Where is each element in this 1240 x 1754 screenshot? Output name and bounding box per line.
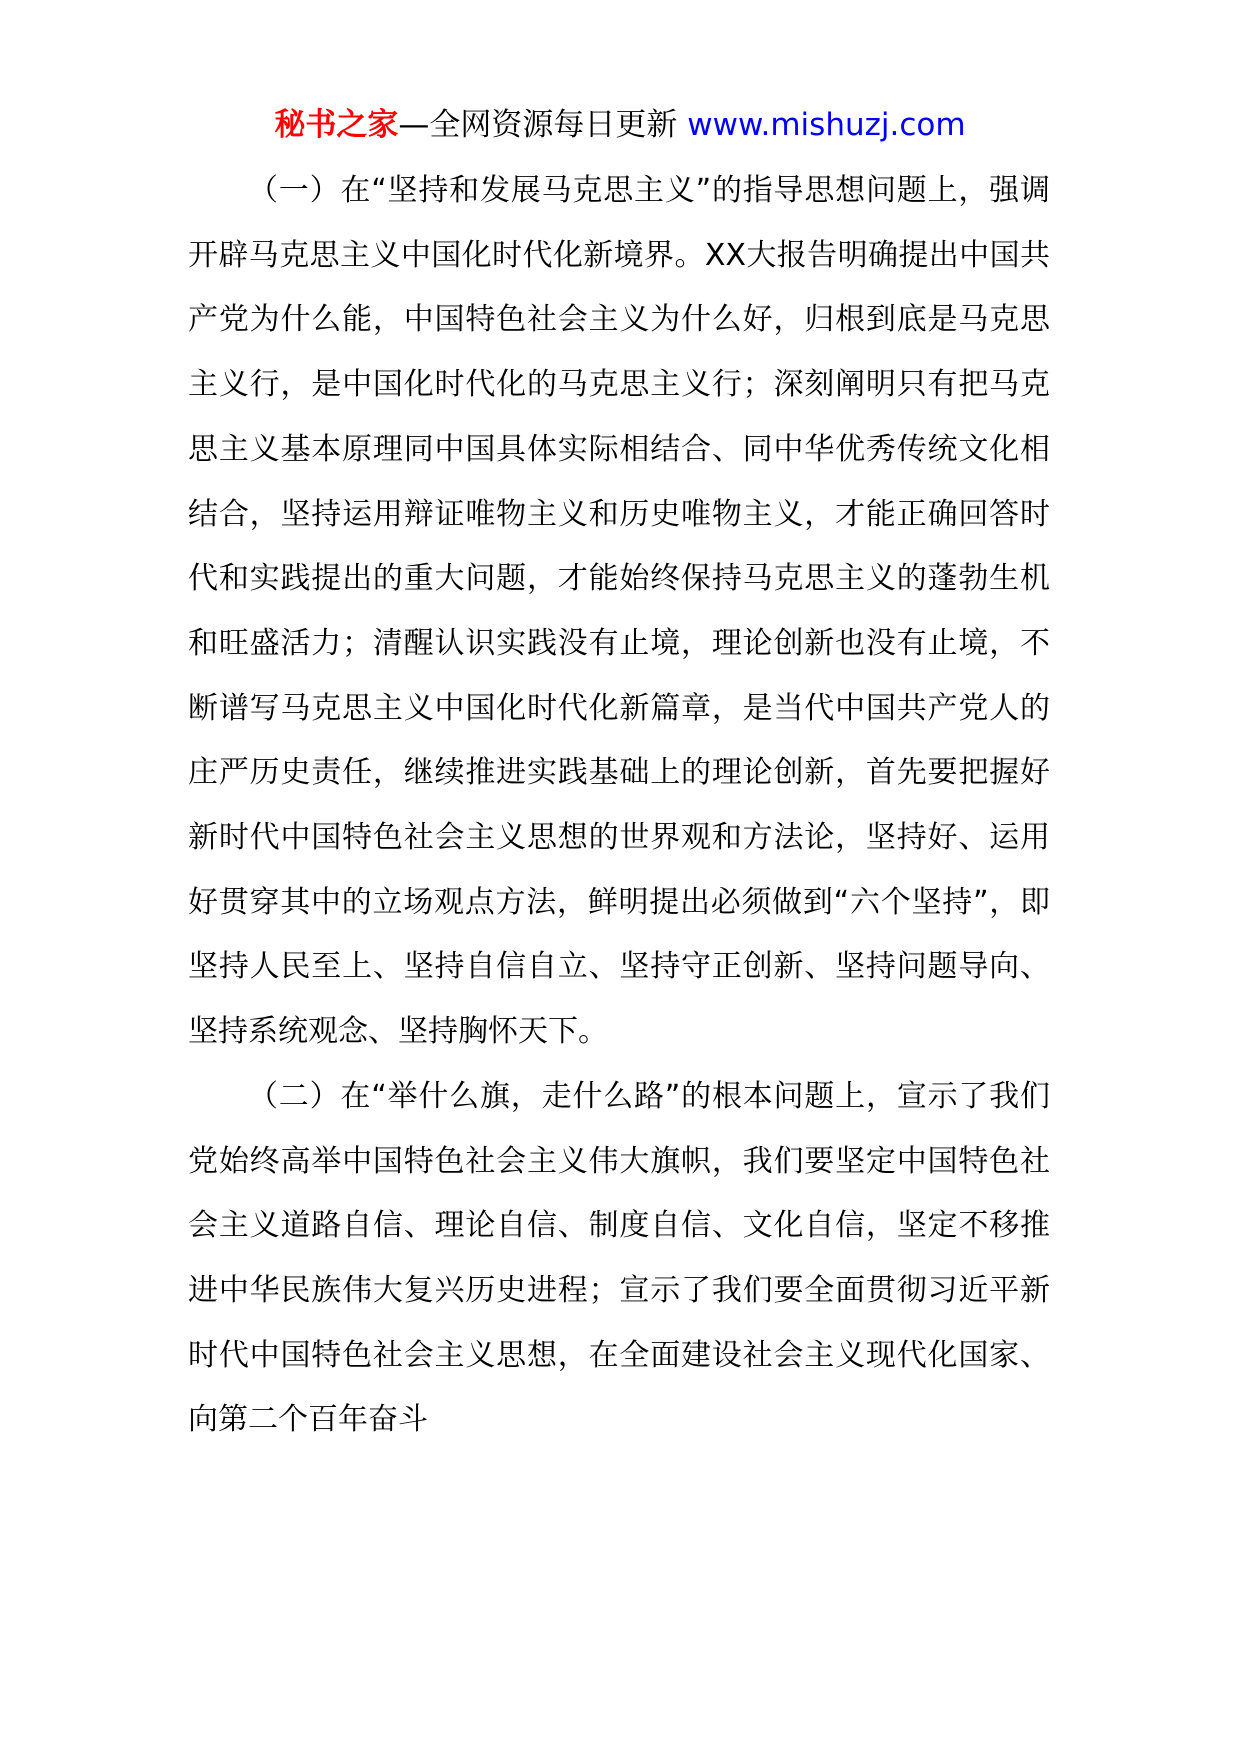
header-slogan: —全网资源每日更新 [398,107,678,143]
document-body [188,159,1050,1453]
site-url[interactable]: www.mishuzj.com [687,107,966,143]
brand-name: 秘书之家 [274,107,399,143]
paragraph-1: （一）在“坚持和发展马克思主义”的指导思想问题上，强调开辟马克思主义中国化时代化新境界。XX大报告明确提出中国共产党为什么能，中国特色社会主义为什么好，归根到底是马克思主义行，是中国化时代化的马克思主义行；深刻阐明只有把马克思主义基本原理同中国具体实际相结合、同中华优秀传统文化相结合，坚持运用辩证唯物主义和历史唯物主义，才能正确回答时代和实践提出的重大问题，才能始终保持马克思主义的蓬勃生机和旺盛活力；清醒认识实践没有止境，理论创新也没有止境，不断谱写马克思主义中国化时代化新篇章，是当代中国共产党人的庄严历史责任，继续推进实践基础上的理论创新，首先要把握好新时代中国特色社会主义思想的世界观和方法论，坚持好、运用好贯穿其中的立场观点方法，鲜明提出必须做到“六个坚持”，即坚持人民至上、坚持自信自立、坚持守正创新、坚持问题导向、坚持系统观念、坚持胸怀天下。 [188,173,1050,1050]
page-header [0,100,1240,150]
paragraph-2: （二）在“举什么旗，走什么路”的根本问题上，宣示了我们党始终高举中国特色社会主义伟大旗帜，我们要坚定中国特色社会主义道路自信、理论自信、制度自信、文化自信，坚定不移推进中华民族伟大复兴历史进程；宣示了我们要全面贯彻习近平新时代中国特色社会主义思想，在全面建设社会主义现代化国家、向第二个百年奋斗 [188,1078,1050,1438]
